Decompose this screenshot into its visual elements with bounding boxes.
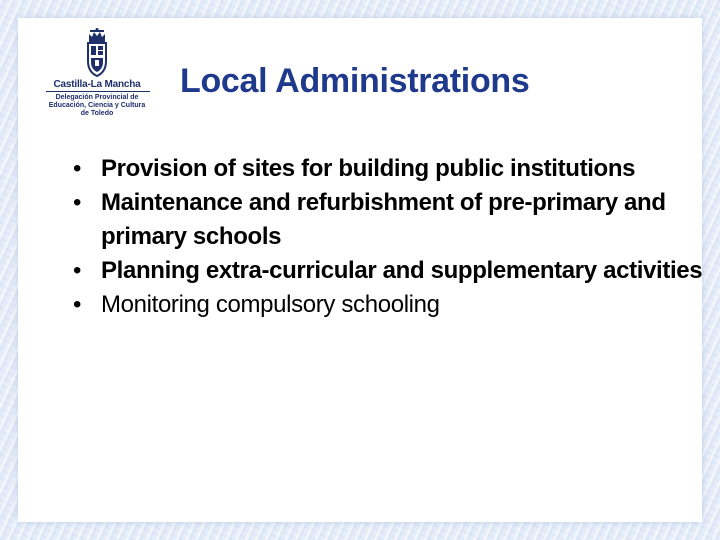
bullet-text: Maintenance and refurbishment of pre-primary and primary schools <box>101 189 666 250</box>
bullet-marker: • <box>73 291 82 318</box>
bullet-text: Provision of sites for building public institutions <box>101 155 636 182</box>
bullet-text: Planning extra-curricular and supplementary activities <box>101 257 703 284</box>
logo-line-2: Educación, Ciencia y Cultura <box>48 102 146 109</box>
bullet-marker: • <box>73 257 82 284</box>
coat-of-arms-icon <box>84 28 110 78</box>
bullet-text: Monitoring compulsory schooling <box>101 291 440 318</box>
bullet-item <box>72 254 712 288</box>
bullet-marker: • <box>73 155 82 182</box>
slide-title: Local Administrations <box>180 62 530 100</box>
bullet-item <box>72 186 712 254</box>
bullet-item <box>72 288 712 322</box>
logo-divider <box>46 91 150 92</box>
bullet-item <box>72 152 712 186</box>
logo-line-1: Delegación Provincial de <box>55 94 139 101</box>
slide-panel <box>18 18 702 522</box>
institution-logo <box>32 28 162 120</box>
logo-name: Castilla-La Mancha <box>53 79 141 90</box>
bullet-list <box>72 152 712 322</box>
bullet-marker: • <box>73 189 82 216</box>
logo-line-3: de Toledo <box>80 110 114 117</box>
